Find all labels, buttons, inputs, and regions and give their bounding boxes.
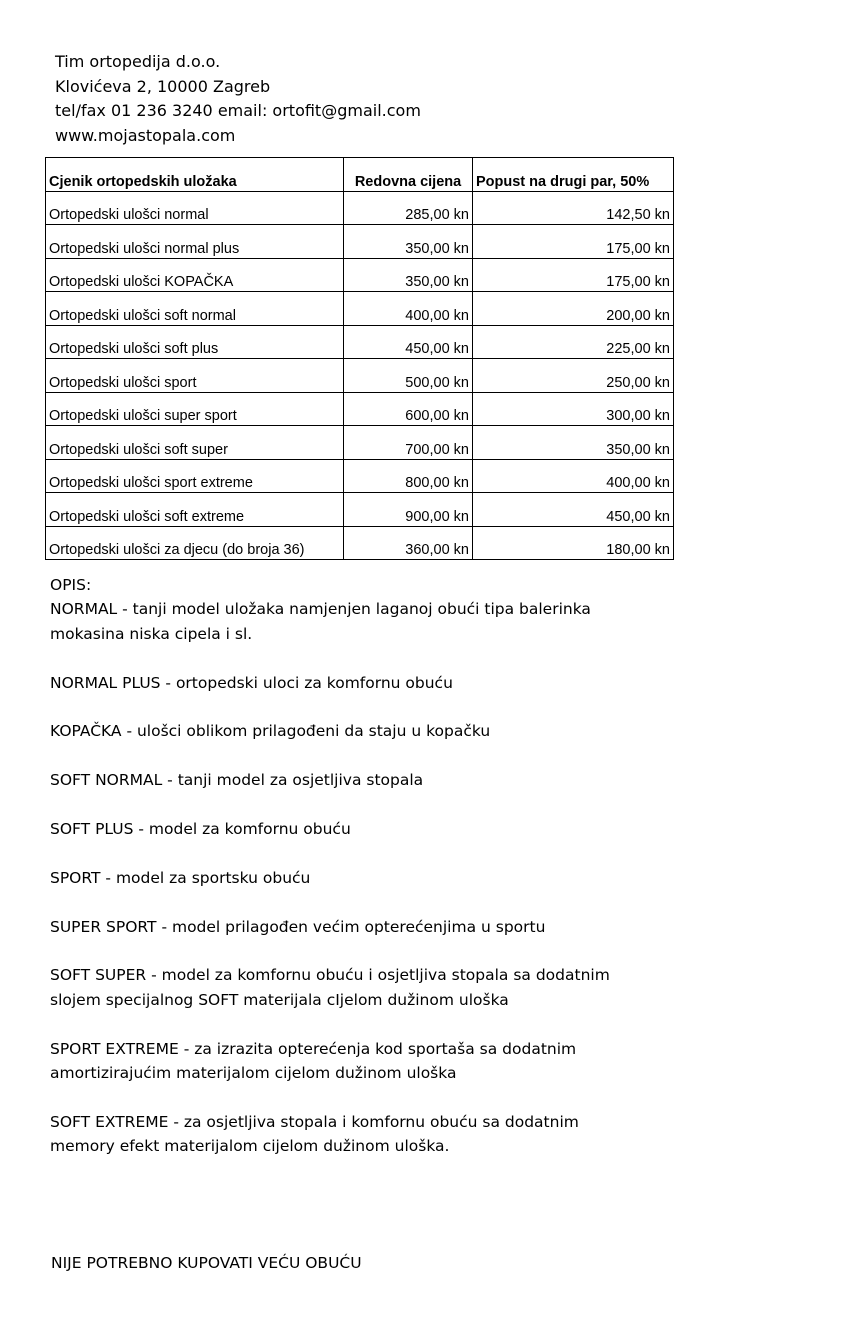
product-name-cell: Ortopedski ulošci za djecu (do broja 36): [46, 526, 344, 560]
discount-price-cell: 180,00 kn: [473, 526, 674, 560]
description-item: [50, 1110, 610, 1159]
description-section: [50, 573, 610, 1159]
regular-price-cell: 450,00 kn: [344, 325, 473, 359]
description-title: OPIS:: [50, 576, 92, 594]
company-address: Klovićeva 2, 10000 Zagreb: [55, 76, 271, 96]
description-line: NORMAL PLUS - ortopedski uloci za komfornu obuću: [50, 673, 453, 692]
description-line: slojem specijalnog SOFT materijala cIjelom dužinom uloška: [50, 990, 509, 1009]
product-name-cell: Ortopedski ulošci soft extreme: [46, 493, 344, 527]
table-row: [46, 493, 674, 527]
product-name-cell: Ortopedski ulošci soft normal: [46, 292, 344, 326]
description-line: SOFT PLUS - model za komfornu obuću: [50, 820, 351, 838]
description-line: mokasina niska cipela i sl.: [50, 624, 253, 643]
discount-price-cell: 225,00 kn: [473, 325, 674, 359]
description-list: [50, 597, 610, 1158]
regular-price-cell: 800,00 kn: [344, 459, 473, 493]
description-line: SPORT EXTREME - za izrazita opterećenja kod sportaša sa dodatnim: [50, 1039, 577, 1058]
company-header: [55, 50, 421, 148]
discount-price-cell: 400,00 kn: [473, 459, 674, 493]
table-row: [46, 292, 674, 326]
description-line: amortizirajućim materijalom cijelom dužinom uloška: [50, 1064, 457, 1082]
product-name-cell: Ortopedski ulošci normal: [46, 191, 344, 225]
description-item: [50, 768, 610, 792]
regular-price-cell: 600,00 kn: [344, 392, 473, 426]
price-table-body: [46, 191, 674, 560]
product-name-cell: Ortopedski ulošci sport: [46, 359, 344, 393]
description-item: [50, 963, 610, 1012]
regular-price-cell: 360,00 kn: [344, 526, 473, 560]
description-item: [50, 1037, 610, 1086]
product-name-cell: Ortopedski ulošci KOPAČKA: [46, 258, 344, 292]
product-name-cell: Ortopedski ulošci sport extreme: [46, 459, 344, 493]
table-row: [46, 392, 674, 426]
description-line: KOPAČKA - ulošci oblikom prilagođeni da staju u kopačku: [50, 722, 491, 741]
price-table: [45, 157, 674, 560]
table-row: [46, 426, 674, 460]
product-name-cell: Ortopedski ulošci super sport: [46, 392, 344, 426]
discount-price-cell: 200,00 kn: [473, 292, 674, 326]
regular-price-cell: 400,00 kn: [344, 292, 473, 326]
company-contact: tel/fax 01 236 3240 email: ortofit@gmail.com: [55, 101, 421, 120]
description-line: SOFT NORMAL - tanji model za osjetljiva stopala: [50, 771, 424, 790]
table-row: [46, 325, 674, 359]
column-header-regular-price: Redovna cijena: [344, 158, 473, 192]
company-website: www.mojastopala.com: [55, 125, 236, 145]
table-row: [46, 359, 674, 393]
table-header-row: [46, 158, 674, 192]
table-row: [46, 459, 674, 493]
column-header-discount: Popust na drugi par, 50%: [473, 158, 674, 192]
description-item: [50, 597, 610, 646]
description-line: memory efekt materijalom cijelom dužinom uloška.: [50, 1137, 450, 1156]
description-item: [50, 915, 610, 939]
description-line: SOFT EXTREME - za osjetljiva stopala i komfornu obuću sa dodatnim: [50, 1112, 579, 1131]
product-name-cell: Ortopedski ulošci soft super: [46, 426, 344, 460]
discount-price-cell: 250,00 kn: [473, 359, 674, 393]
table-row: [46, 526, 674, 560]
regular-price-cell: 700,00 kn: [344, 426, 473, 460]
description-item: [50, 671, 610, 695]
discount-price-cell: 300,00 kn: [473, 392, 674, 426]
description-line: SPORT - model za sportsku obuću: [50, 868, 311, 887]
discount-price-cell: 175,00 kn: [473, 258, 674, 292]
description-item: [50, 817, 610, 841]
regular-price-cell: 350,00 kn: [344, 225, 473, 259]
discount-price-cell: 350,00 kn: [473, 426, 674, 460]
description-line: NORMAL - tanji model uložaka namjenjen laganoj obući tipa balerinka: [50, 600, 591, 619]
discount-price-cell: 175,00 kn: [473, 225, 674, 259]
regular-price-cell: 500,00 kn: [344, 359, 473, 393]
discount-price-cell: 450,00 kn: [473, 493, 674, 527]
product-name-cell: Ortopedski ulošci normal plus: [46, 225, 344, 259]
regular-price-cell: 285,00 kn: [344, 191, 473, 225]
discount-price-cell: 142,50 kn: [473, 191, 674, 225]
column-header-product: Cjenik ortopedskih uložaka: [46, 158, 344, 192]
description-item: [50, 719, 610, 743]
description-item: [50, 866, 610, 890]
table-row: [46, 191, 674, 225]
table-row: [46, 258, 674, 292]
product-name-cell: Ortopedski ulošci soft plus: [46, 325, 344, 359]
footer-note: NIJE POTREBNO KUPOVATI VEĆU OBUĆU: [51, 1254, 362, 1272]
company-name: Tim ortopedija d.o.o.: [55, 52, 221, 71]
regular-price-cell: 900,00 kn: [344, 493, 473, 527]
table-row: [46, 225, 674, 259]
regular-price-cell: 350,00 kn: [344, 258, 473, 292]
description-line: SOFT SUPER - model za komfornu obuću i osjetljiva stopala sa dodatnim: [50, 966, 610, 985]
description-line: SUPER SPORT - model prilagođen većim opterećenjima u sportu: [50, 917, 546, 936]
